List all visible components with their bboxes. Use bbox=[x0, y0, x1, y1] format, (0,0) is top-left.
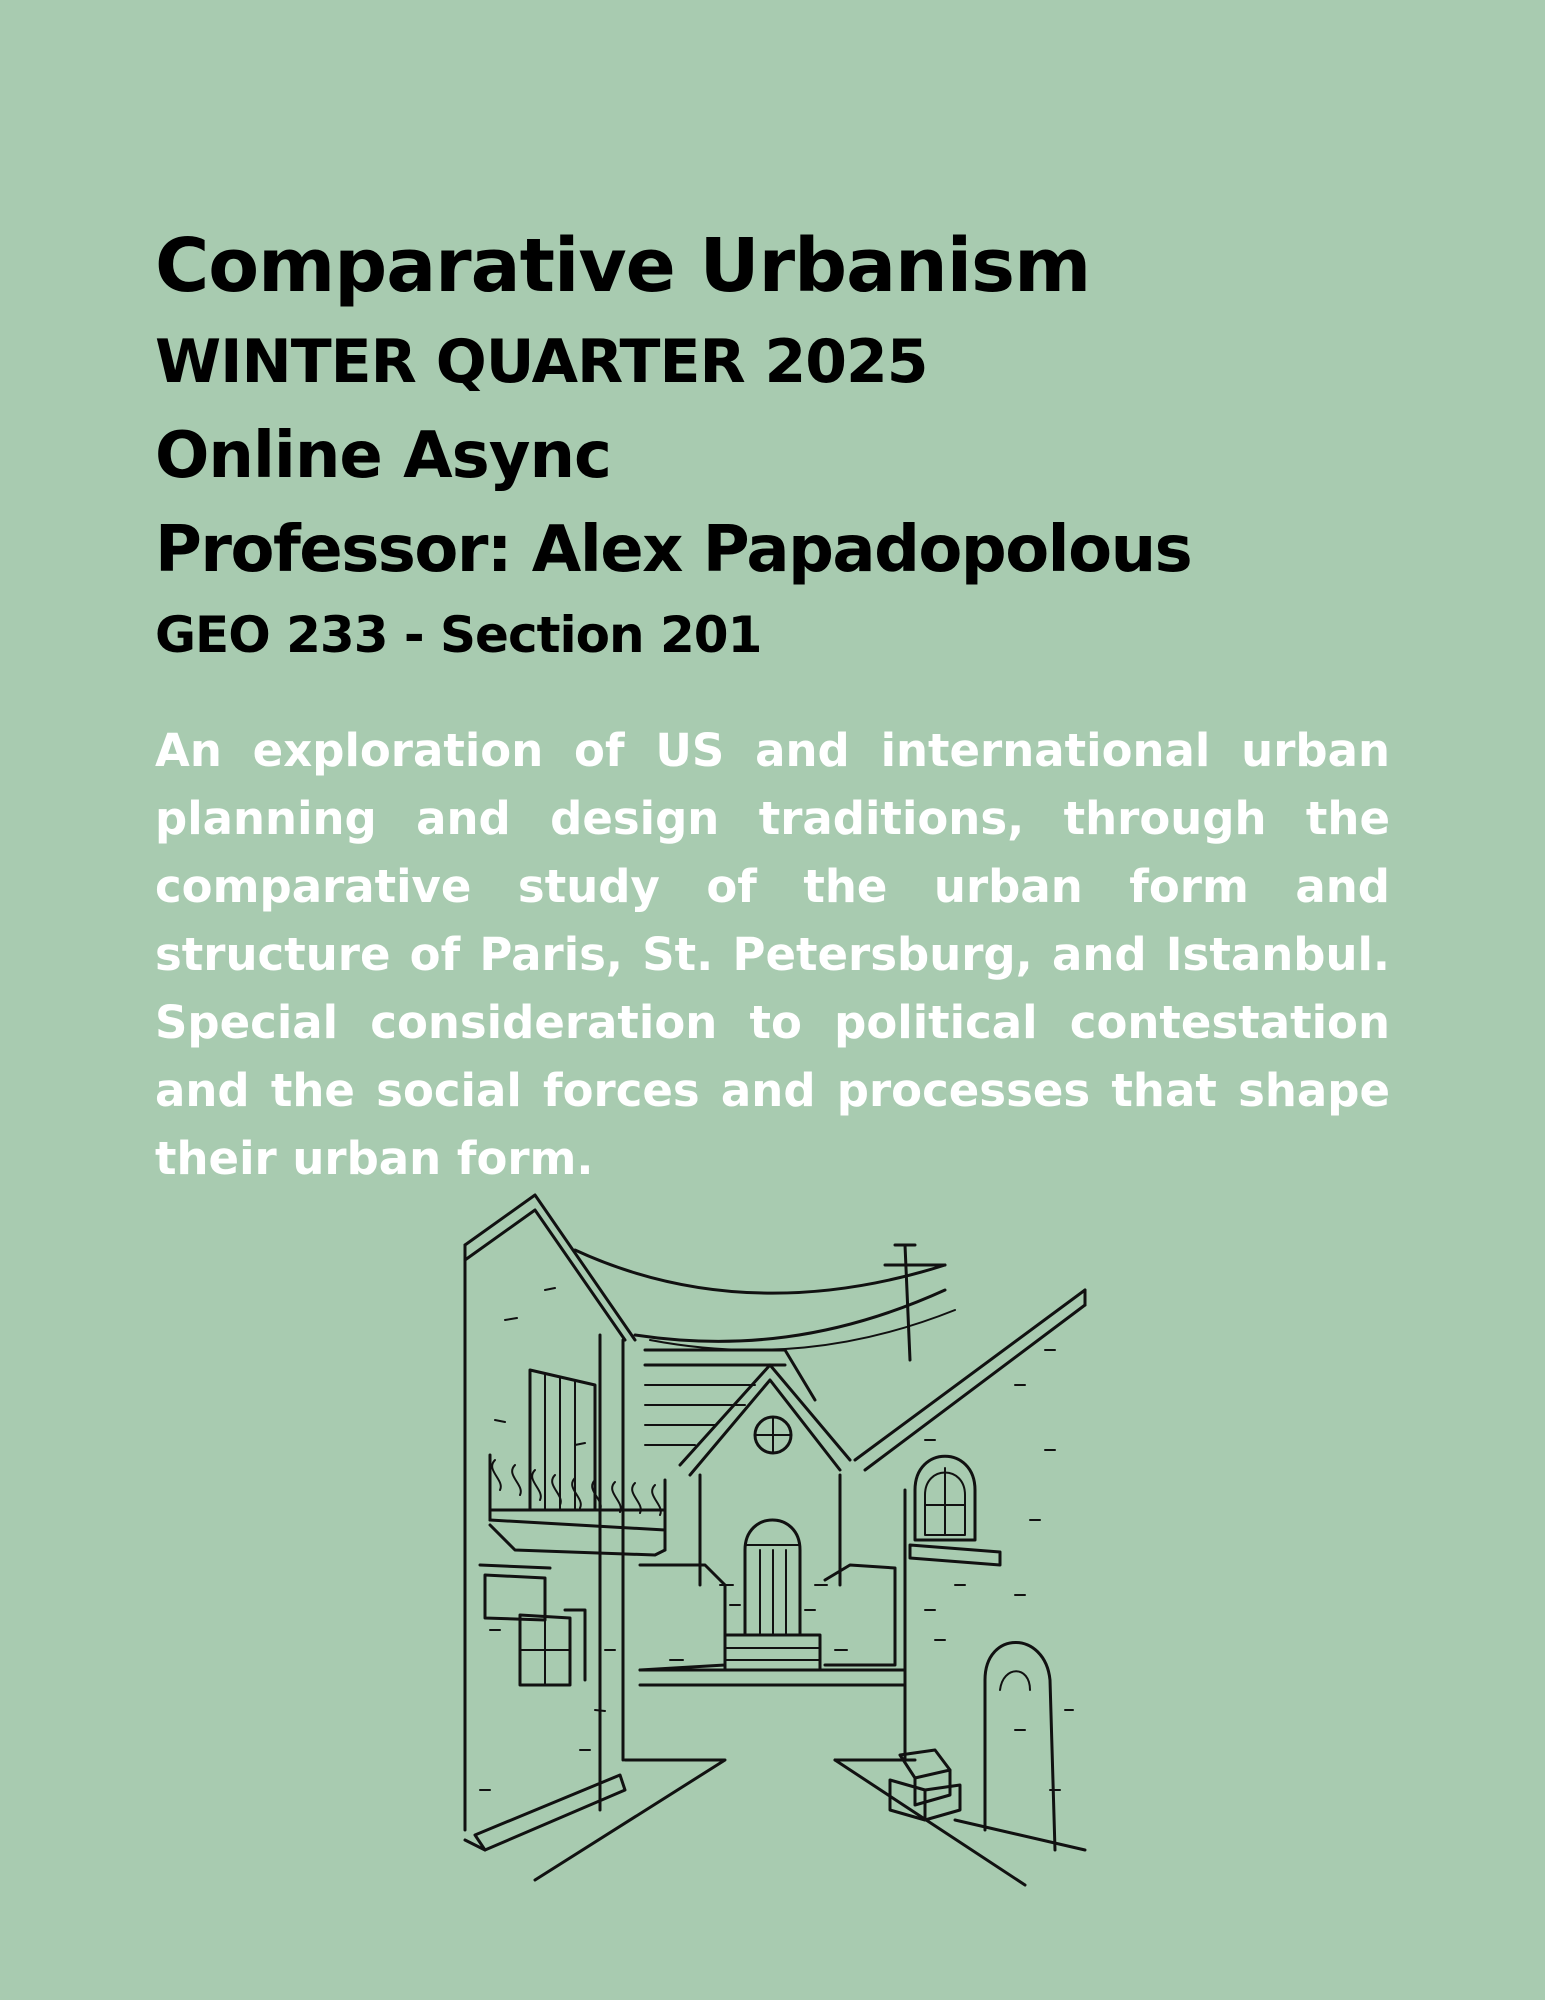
course-code: GEO 233 - Section 201 bbox=[155, 606, 762, 664]
street-scene-icon bbox=[455, 1190, 1095, 1890]
course-header bbox=[155, 218, 1405, 672]
course-description: An exploration of US and international urban planning and design traditions, through the comparative study of the urban form and structure of Paris, St. Petersburg, and Istanbul. Special consideration to political contestation and the social forces and processes that shape their urban form. bbox=[155, 724, 1390, 1185]
course-format: Online Async bbox=[155, 419, 611, 493]
course-title: Comparative Urbanism bbox=[155, 223, 1091, 309]
course-professor: Professor: Alex Papadopolous bbox=[155, 513, 1192, 587]
course-term: WINTER QUARTER 2025 bbox=[155, 327, 928, 397]
